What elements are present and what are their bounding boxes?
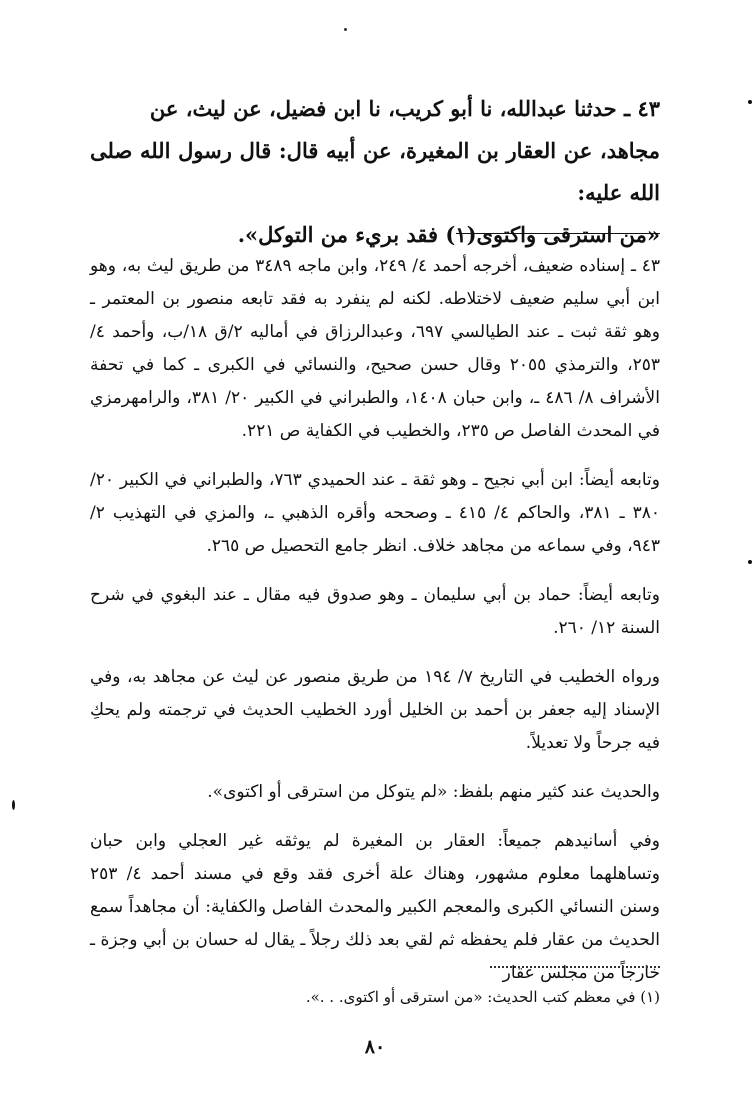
commentary-paragraph: ورواه الخطيب في التاريخ ٧/ ١٩٤ من طريق منصور عن ليث عن مجاهد به، وفي الإسناد إليه جعفر بن أحمد بن الخليل أورد الخطيب الحديث في ترجمته ولم يحكِ فيه جرحاً ولا تعديلاً. — [90, 667, 660, 753]
commentary-section — [90, 250, 660, 1006]
top-dot — [344, 28, 347, 31]
footnote-separator — [490, 966, 660, 968]
hadith-line: ٤٣ ـ حدثنا عبدالله، نا أبو كريب، نا ابن فضيل، عن ليث، عن — [149, 96, 660, 121]
commentary-paragraph: وتابعه أيضاً: ابن أبي نجيح ـ وهو ثقة ـ عند الحميدي ٧٦٣، والطبراني في الكبير ٢٠/ ٣٨٠ ـ ٣٨١، والحاكم ٤/ ٤١٥ ـ وصححه وأقره الذهبي ـ، والمزي في التهذيب ٢/ ٩٤٣، وفي سماعه من مجاهد خلاف. انظر جامع التحصيل ص ٢٦٥. — [90, 470, 661, 556]
commentary-paragraph: وتابعه أيضاً: حماد بن أبي سليمان ـ وهو صدوق فيه مقال ـ عند البغوي في شرح السنة ١٢/ ٢٦٠. — [90, 585, 660, 638]
scan-mark — [748, 100, 752, 104]
commentary-paragraph: وفي أسانيدهم جميعاً: العقار بن المغيرة لم يوثقه غير العجلي وابن حبان وتساهلهما معلوم مشهور، وهناك علة أخرى فقد وقع في مسند أحمد ٤/ ٢٥٣ وسنن النسائي الكبرى والمعجم الكبير والمحدث الفاصل والكفاية: أن مجاهداً سمع الحديث من عقار فلم يحفظه ثم لقي بعد ذلك رجلاً ـ يقال له حسان بن أبي وجزة ـ خارجاً من مجلس عقار — [90, 831, 660, 983]
scan-mark — [748, 560, 752, 564]
commentary-paragraph: ٤٣ ـ إسناده ضعيف، أخرجه أحمد ٤/ ٢٤٩، وابن ماجه ٣٤٨٩ من طريق ليث به، وهو ابن أبي سليم ضعيف لاختلاطه. لكنه لم ينفرد به فقد تابعه منصور بن المعتمر ـ وهو ثقة ثبت ـ عند الطيالسي ٦٩٧، وعبدالرزاق في أماليه ٢/ق ١٨/ب، وأحمد ٤/ ٢٥٣، والترمذي ٢٠٥٥ وقال حسن صحيح، والنسائي في الكبرى ـ كما في تحفة الأشراف ٨/ ٤٨٦ ـ، وابن حبان ١٤٠٨، والطبراني في الكبير ٢٠/ ٣٨١، والرامهرمزي في المحدث الفاصل ص ٢٣٥، والخطيب في الكفاية ص ٢٢١. — [90, 256, 660, 441]
book-page — [90, 0, 660, 1106]
hadith-line: «من استرقى واكتوى(١) فقد بريء من التوكل». — [237, 222, 660, 247]
page-number: ٨٠ — [364, 1036, 386, 1058]
commentary-paragraph: والحديث عند كثير منهم بلفظ: «لم يتوكل من استرقى أو اكتوى». — [207, 782, 660, 802]
footnote: (١) في معظم كتب الحديث: «من استرقى أو اكتوى. . .». — [305, 988, 660, 1006]
scan-mark — [12, 800, 15, 810]
separator-line — [456, 233, 660, 234]
hadith-line: مجاهد، عن العقار بن المغيرة، عن أبيه قال: قال رسول الله صلى الله عليه: — [90, 138, 660, 205]
hadith-text — [90, 88, 660, 256]
